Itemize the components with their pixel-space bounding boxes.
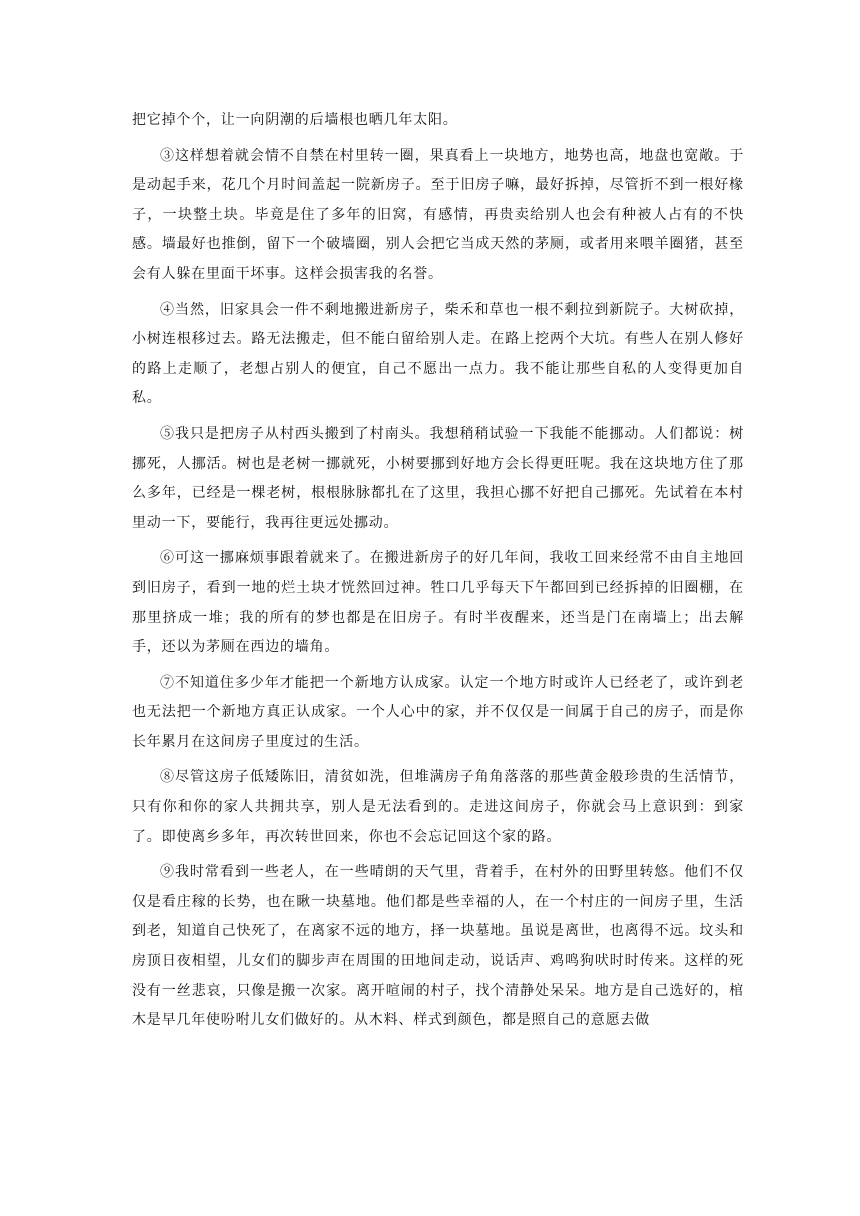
paragraph-5: ⑤我只是把房子从村西头搬到了村南头。我想稍稍试验一下我能不能挪动。人们都说：树挪死，人挪活。树也是老树一挪就死，小树要挪到好地方会长得更旺呢。我在这块地方住了那么多年，已经是一棵老树，根根脉脉都扎在了这里，我担心挪不好把自己挪死。先试着在本村里动一下，要能行，我再往更远处挪动。: [132, 425, 744, 531]
article-body: [132, 106, 744, 1042]
paragraph-9: ⑨我时常看到一些老人，在一些晴朗的天气里，背着手，在村外的田野里转悠。他们不仅仅是看庄稼的长势，也在瞅一块墓地。他们都是些幸福的人，在一个村庄的一间房子里，生活到老，知道自己快死了，在离家不远的地方，择一块墓地。虽说是离世，也离得不远。坟头和房顶日夜相望，儿女们的脚步声在周围的田地间走动，说话声、鸡鸣狗吠时时传来。这样的死没有一丝悲哀，只像是搬一次家。离开喧闹的村子，找个清静处呆呆。地方是自己选好的，棺木是早几年使吩咐儿女们做好的。从木料、样式到颜色，都是照自己的意愿去做: [132, 864, 744, 1029]
paragraph-continuation: 把它掉个个，让一向阴潮的后墙根也晒几年太阳。: [132, 112, 458, 128]
paragraph-7: ⑦不知道住多少年才能把一个新地方认成家。认定一个地方时或许人已经老了，或许到老也无法把一个新地方真正认成家。一个人心中的家，并不仅仅是一间属于自己的房子，而是你长年累月在这间房子里度过的生活。: [132, 674, 744, 750]
paragraph-4: ④当然，旧家具会一件不剩地搬进新房子，柴禾和草也一根不剩拉到新院子。大树砍掉，小树连根移过去。路无法搬走，但不能白留给别人走。在路上挖两个大坑。有些人在别人修好的路上走顺了，老想占别人的便宜，自己不愿出一点力。我不能让那些自私的人变得更加自私。: [132, 301, 744, 407]
paragraph-8: ⑧尽管这房子低矮陈旧，清贫如洗，但堆满房子角角落落的那些黄金般珍贵的生活情节，只有你和你的家人共拥共享，别人是无法看到的。走进这间房子，你就会马上意识到：到家了。即使离乡多年，再次转世回来，你也不会忘记回这个家的路。: [132, 769, 744, 845]
paragraph-3: ③这样想着就会情不自禁在村里转一圈，果真看上一块地方，地势也高，地盘也宽敞。于是动起手来，花几个月时间盖起一院新房子。至于旧房子嘛，最好拆掉，尽管折不到一根好椽子，一块整土块。毕竟是住了多年的旧窝，有感情，再贵卖给别人也会有种被人占有的不快感。墙最好也推倒，留下一个破墙圈，别人会把它当成天然的茅厕，或者用来喂羊圈猪，甚至会有人躲在里面干坏事。这样会损害我的名誉。: [132, 147, 744, 282]
paragraph-6: ⑥可这一挪麻烦事跟着就来了。在搬进新房子的好几年间，我收工回来经常不由自主地回到旧房子，看到一地的烂土块才恍然回过神。牲口几乎每天下午都回到已经拆掉的旧圈棚，在那里挤成一堆；我的所有的梦也都是在旧房子。有时半夜醒来，还当是门在南墙上；出去解手，还以为茅厕在西边的墙角。: [132, 550, 744, 656]
